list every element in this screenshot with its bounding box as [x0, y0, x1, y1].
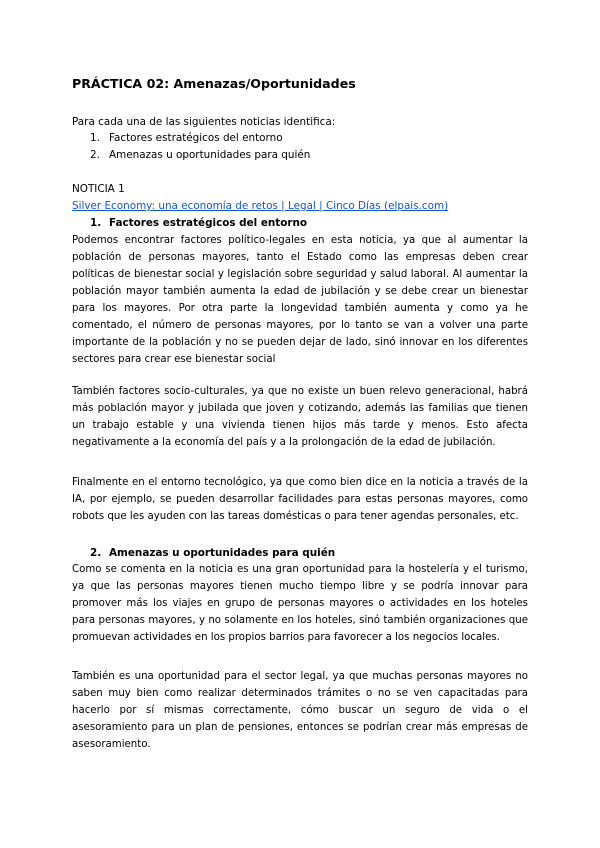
paragraph-tecnologico: Finalmente en el entorno tecnológico, ya que como bien dice en la noticia a través de la IA, por ejemplo, se pueden desarrollar facilidades para estas personas mayores, como robots que les ayuden con las tareas domésticas o para tener agendas personales, etc. — [72, 477, 528, 522]
section-heading-text: Amenazas u oportunidades para quién — [109, 547, 336, 559]
section-number: 1. — [90, 217, 102, 229]
section-heading-text: Factores estratégicos del entorno — [109, 217, 308, 229]
paragraph-politico-legales: Podemos encontrar factores político-legales en esta noticia, ya que al aumentar la población de personas mayores, tanto el Estado como las empresas deben crear políticas de bienestar social y legislación sobre seguridad y salud laboral. Al aumentar la población mayor también aumenta la edad de jubilación y se debe crear un bienestar para los mayores. Por otra parte la longevidad también aumenta y como ya he comentado, el número de personas mayores, por lo tanto se van a volver una parte importante de la población y no se pueden dejar de lado, sinó innovar en los diferentes sectores para crear ese bienestar social — [72, 235, 528, 365]
intro-text: Para cada una de las siguientes noticias identifica: — [72, 116, 336, 128]
news-link[interactable]: Silver Economy: una economía de retos | Legal | Cinco Días (elpais.com) — [72, 200, 449, 212]
task-text: Amenazas u oportunidades para quién — [109, 149, 311, 161]
task-text: Factores estratégicos del entorno — [109, 132, 283, 144]
page-title: PRÁCTICA 02: Amenazas/Oportunidades — [72, 76, 356, 91]
noticia-label: NOTICIA 1 — [72, 183, 125, 195]
task-number: 2. — [90, 149, 100, 161]
paragraph-sector-legal: También es una oportunidad para el sector legal, ya que muchas personas mayores no saben muy bien como realizar determinados trámites o no se ven capacitadas para hacerlo por sí mismas correctamente, cómo buscar un seguro de vida o el asesoramiento para un plan de pensiones, entonces se podrían crear más empresas de asesoramiento. — [72, 671, 528, 750]
section-number: 2. — [90, 547, 102, 559]
paragraph-hosteleria-turismo: Como se comenta en la noticia es una gran oportunidad para la hostelería y el turismo, ya que las personas mayores tienen mucho tiempo libre y se podría innovar para promover más los viajes en grupo de personas mayores o actividades en los hoteles para personas mayores, y no solamente en los hoteles, sinó también organizaciones que promuevan actividades en los propios barrios para favorecer a los negocios locales. — [72, 564, 528, 643]
task-number: 1. — [90, 132, 100, 144]
paragraph-socio-culturales: También factores socio-culturales, ya que no existe un buen relevo generacional, habrá más población mayor y jubilada que joven y cotizando, además las familias que tienen un trabajo estable y una vivienda tienen hijos más tarde y menos. Esto afecta negativamente a la economía del país y a la prolongación de la edad de jubilación. — [72, 386, 528, 448]
